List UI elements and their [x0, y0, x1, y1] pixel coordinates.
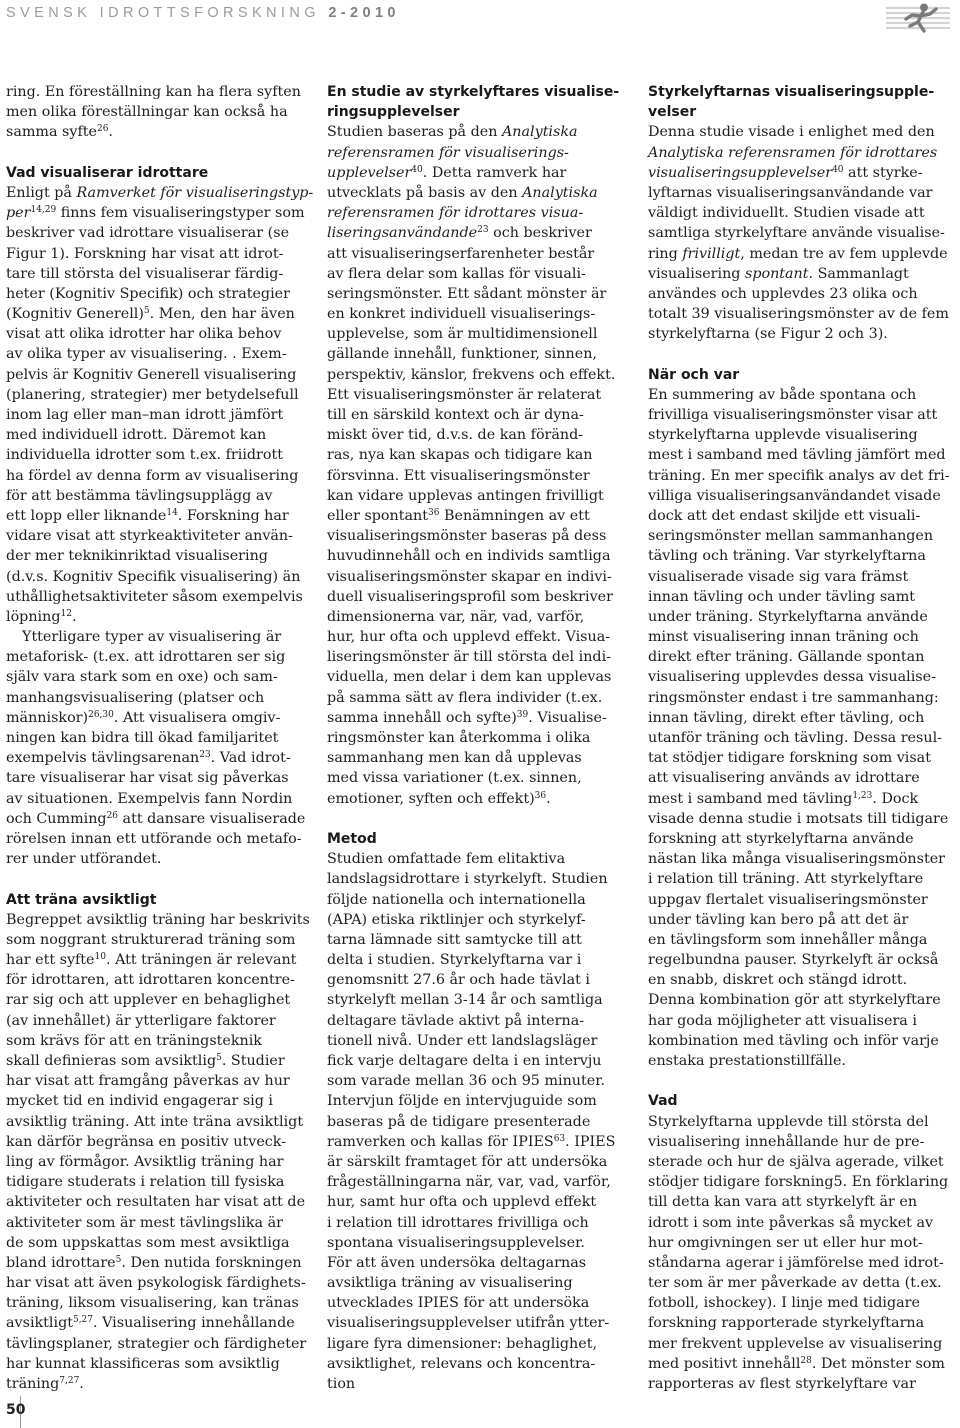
- text-line: avsiktliga träning av visualisering: [327, 1275, 573, 1292]
- text-line: ras, nya kan skapas och tidigare kan: [327, 447, 593, 464]
- text-line: ringsmönster endast i tre sammanhang:: [648, 689, 939, 706]
- text-line: visualisering upplevdes dessa visualise-: [648, 669, 936, 686]
- text-line: innan tävling, direkt efter tävling, och: [648, 709, 925, 726]
- text-line: seringsmönster mellan sammanhangen: [648, 528, 934, 545]
- text-line: träning. En mer specifik analys av det fri-: [648, 467, 950, 484]
- text-line: frivilliga visualiseringsmönster visar att: [648, 407, 938, 423]
- text-line: en tävlingsform som innehåller många: [648, 931, 928, 948]
- text-line: sammanhang men kan då upplevas: [327, 750, 582, 767]
- text-line: för att bestämma tävlingsupplägg av: [6, 487, 273, 504]
- text-line: aktiviteter som är mest tävlingslika är: [6, 1214, 283, 1231]
- text-column-3: [648, 82, 950, 1394]
- text-line: rapporteras av flest styrkelyftare var: [648, 1376, 916, 1392]
- text-line: visualiseringsupplevelser utifrån ytter-: [327, 1315, 610, 1332]
- text-line: fotboll, ishockey). I linje med tidigare: [648, 1295, 920, 1312]
- text-line: rer under utförandet.: [6, 851, 162, 868]
- text-line: referensramen för visualiserings-: [327, 144, 569, 161]
- text-line: enstaka prestationstillfälle.: [648, 1053, 846, 1069]
- text-line: viduella, men delar i dem kan upplevas: [327, 669, 612, 686]
- text-line: löpning$^{12}$.: [6, 608, 77, 625]
- text-line: avsiktlig träning. Att inte träna avsiktligt: [6, 1113, 304, 1130]
- text-line: rar sig och att upplever en behaglighet: [6, 992, 291, 1009]
- text-line: utvecklades IPIES för att undersöka: [327, 1295, 590, 1312]
- text-line: har goda möjligheter att visualisera i: [648, 1012, 917, 1029]
- text-line: (Kognitiv Generell)$^5$. Men, den har även: [6, 306, 295, 323]
- text-line: (d.v.s. Kognitiv Specifik visualisering) än: [6, 568, 301, 585]
- text-line: avsiktlighet, relevans och koncentra-: [327, 1355, 596, 1372]
- text-line: men olika föreställningar kan också ha: [6, 104, 288, 121]
- text-line: träning, liksom visualisering, kan tränas: [6, 1295, 299, 1312]
- text-line: forskning att styrkelyftarna använde: [648, 830, 914, 847]
- text-line: av situationen. Exempelvis fann Nordin: [6, 790, 293, 807]
- text-line: sterade och hur de själva agerade, vilket: [648, 1153, 944, 1170]
- text-line: Denna studie visade i enlighet med den: [648, 124, 935, 141]
- text-line: dock att det endast skiljde ett visuali-: [648, 507, 921, 524]
- section-heading: En studie av styrkelyftares visualise-: [327, 84, 620, 100]
- text-line: regelbundna pauser. Styrkelyft är också: [648, 952, 939, 969]
- text-line: forskning rapporterade styrkelyftarna: [648, 1315, 925, 1332]
- text-line: mest i samband med tävling jämfört med: [648, 447, 946, 464]
- text-line: hur, hur ofta och upplevd effekt. Visua-: [327, 629, 611, 646]
- text-line: vidare visat att styrkeaktiviteter använ-: [6, 528, 293, 545]
- text-line: innan tävling och under tävling samt: [648, 588, 915, 605]
- text-line: delta i studien. Styrkelyftarna var i: [327, 952, 582, 969]
- paragraph-gap: [327, 809, 619, 829]
- text-line: visualiseringsmönster baseras på dess: [327, 528, 607, 545]
- text-line: ramverken och kallas för IPIES$^{63}$. IPIES: [327, 1133, 616, 1150]
- text-line: (planering, strategier) mer betydelsefull: [6, 386, 299, 403]
- paragraph-gap: [6, 143, 298, 163]
- journal-title: [6, 5, 400, 21]
- journal-name: SVENSK IDROTTSFORSKNING: [6, 5, 320, 21]
- text-line: referensramen för idrottares visua-: [327, 205, 584, 222]
- text-line: gällande innehåll, funktioner, sinnen,: [327, 346, 597, 363]
- text-line: spontana visualiseringsupplevelser.: [327, 1234, 585, 1251]
- text-line: själv vara stark som en oxe) och sam-: [6, 669, 278, 686]
- text-line: har ett syfte$^{10}$. Att träningen är relevant: [6, 952, 297, 969]
- text-line: visualiseringsmönster skapar en indivi-: [327, 568, 612, 585]
- text-line: minst visualisering innan träning och: [648, 629, 919, 646]
- text-line: och Cumming$^{26}$ att dansare visualiserade: [6, 810, 306, 827]
- text-line: av olika typer av visualisering. . Exem-: [6, 346, 287, 363]
- text-line: samma syfte$^{26}$.: [6, 124, 113, 141]
- text-line: träning$^{7,27}$.: [6, 1376, 84, 1392]
- text-line: under tävling kan bero på att det är: [648, 911, 909, 928]
- section-heading: Att träna avsiktligt: [6, 891, 157, 908]
- text-line: ter som är mer påverkade av detta (t.ex.: [648, 1275, 942, 1292]
- section-heading: ringsupplevelser: [327, 104, 460, 121]
- text-line: med vissa variationer (t.ex. sinnen,: [327, 770, 582, 787]
- text-line: liseringsmönster är till största del indi-: [327, 649, 611, 666]
- text-line: bland idrottare$^5$. Den nutida forskningen: [6, 1254, 302, 1271]
- text-line: der mer teknikinriktad visualisering: [6, 548, 268, 565]
- text-line: är särskilt framtaget för att undersöka: [327, 1153, 608, 1170]
- text-line: Ytterligare typer av visualisering är: [22, 629, 282, 646]
- text-line: styrkelyftarna upplevde visualisering: [648, 427, 918, 444]
- text-line: tidigare studerats i relation till fysiska: [6, 1174, 285, 1191]
- text-line: tare till största del visualiserar färdig-: [6, 265, 284, 282]
- text-line: avsiktligt$^{5,27}$. Visualisering innehållande: [6, 1315, 295, 1332]
- text-line: visualisering spontant. Sammanlagt: [648, 265, 909, 282]
- text-line: tion: [327, 1376, 356, 1392]
- text-line: av flera delar som kallas för visuali-: [327, 265, 586, 282]
- text-line: liseringsanvändande$^{23}$ och beskriver: [327, 225, 592, 242]
- section-heading: Metod: [327, 830, 377, 847]
- text-line: hur omgivningen ser ut eller hur mot-: [648, 1234, 923, 1251]
- text-line: tare visualiserar har visat sig påverkas: [6, 770, 289, 787]
- text-line: baseras på de tidigare presenterade: [327, 1113, 591, 1130]
- text-line: kan vidare upplevas antingen frivilligt: [327, 487, 604, 504]
- text-line: samtliga styrkelyftare använde visualise-: [648, 225, 945, 242]
- text-line: visade denna studie i motsats till tidigare: [648, 810, 949, 827]
- text-line: (av innehållet) är ytterligare faktorer: [6, 1012, 276, 1029]
- paragraph-gap: [648, 344, 940, 364]
- text-line: ring. En föreställning kan ha flera syften: [6, 84, 301, 100]
- text-line: till detta kan vara att styrkelyft är en: [648, 1194, 918, 1211]
- text-line: visualisering innehållande hur de pre-: [648, 1133, 925, 1150]
- text-line: människor)$^{26,30}$. Att visualisera omgiv-: [6, 709, 281, 726]
- text-line: rörelsen innan ett utförande och metafo-: [6, 830, 302, 847]
- text-line: dimensionerna var, när, vad, varför,: [327, 608, 585, 625]
- text-line: ningen kan bidra till ökad familjaritet: [6, 730, 279, 746]
- text-line: visualiseringsupplevelser$^{40}$ att styrke-: [648, 164, 923, 181]
- text-line: att visualiseringserfarenheter består: [327, 245, 595, 262]
- running-header: [0, 0, 960, 36]
- text-line: metaforisk- (t.ex. att idrottaren ser sig: [6, 649, 286, 666]
- text-line: försvinna. Ett visualiseringsmönster: [327, 467, 590, 484]
- text-line: som krävs för att en träningsteknik: [6, 1032, 262, 1049]
- text-line: till en särskild kontext och är dyna-: [327, 407, 584, 423]
- text-line: exempelvis tävlingsarenan$^{23}$. Vad idrot-: [6, 750, 291, 767]
- text-line: upplevelse, som är multidimensionell: [327, 326, 598, 343]
- text-line: ring frivilligt, medan tre av fem upplevde: [648, 245, 948, 262]
- paragraph-gap: [648, 1071, 940, 1091]
- issue-number: 2-2010: [328, 5, 400, 21]
- text-line: samma innehåll och syfte)$^{39}$. Visualise-: [327, 709, 607, 726]
- section-heading: När och var: [648, 366, 740, 383]
- text-line: Figur 1). Forskning har visat att idrot-: [6, 245, 284, 262]
- section-heading: Vad visualiserar idrottare: [6, 164, 209, 181]
- text-line: ligare fyra dimensioner: behaglighet,: [327, 1335, 598, 1352]
- text-line: Denna kombination gör att styrkelyftare: [648, 992, 941, 1009]
- text-line: väldigt individuellt. Studien visade att: [648, 205, 925, 222]
- text-line: styrkelyft mellan 3-14 år och samtliga: [327, 992, 603, 1009]
- athlete-logo-icon: [880, 2, 956, 36]
- text-line: manhangsvisualisering (platser och: [6, 689, 265, 706]
- text-line: skall definieras som avsiktlig$^5$. Studier: [6, 1053, 285, 1069]
- text-line: upplevelser$^{40}$. Detta ramverk har: [327, 164, 567, 181]
- section-heading: Styrkelyftarnas visualiseringsupple-: [648, 84, 935, 100]
- text-line: Studien omfattade fem elitaktiva: [327, 851, 566, 868]
- text-line: en snabb, diskret och stängd idrott.: [648, 972, 908, 989]
- text-line: direkt efter träning. Gällande spontan: [648, 649, 925, 666]
- text-line: styrkelyftarna (se Figur 2 och 3).: [648, 326, 888, 343]
- text-line: med individuell idrott. Däremot kan: [6, 427, 267, 444]
- text-line: i relation till träning. Att styrkelyftare: [648, 871, 924, 888]
- text-line: eller spontant$^{36}$ Benämningen av ett: [327, 507, 590, 524]
- text-line: seringsmönster. Ett sådant mönster är: [327, 285, 607, 302]
- text-line: under träning. Styrkelyftarna använde: [648, 608, 928, 625]
- text-line: för idrottaren, att idrottaren koncentre-: [6, 972, 295, 989]
- text-line: Styrkelyftarna upplevde till största del: [648, 1113, 929, 1130]
- text-line: mer frekvent upplevelse av visualisering: [648, 1335, 943, 1352]
- text-line: ett lopp eller liknande$^{14}$. Forskning har: [6, 507, 289, 524]
- text-line: har visat att även psykologisk färdighets-: [6, 1275, 306, 1292]
- text-line: individuella idrotter som t.ex. friidrott: [6, 447, 283, 464]
- text-line: en konkret individuell visualiserings-: [327, 306, 596, 323]
- text-line: mycket tid en individ engagerar sig i: [6, 1093, 274, 1110]
- text-line: utvecklats på basis av den Analytiska: [327, 184, 598, 201]
- text-line: kombination med tävling och inför varje: [648, 1032, 939, 1049]
- text-line: på samma sätt av flera individer (t.ex.: [327, 689, 603, 706]
- text-line: fick varje deltagare delta i en intervju: [327, 1053, 602, 1069]
- text-line: inom lag eller man–man idrott jämfört: [6, 407, 284, 423]
- text-line: frågeställningarna när, var, vad, varför,: [327, 1174, 611, 1191]
- text-line: visualiserade visade sig vara främst: [648, 568, 909, 585]
- text-line: som varade mellan 36 och 95 minuter.: [327, 1073, 606, 1090]
- text-line: Studien baseras på den Analytiska: [327, 124, 578, 141]
- text-line: tarna lämnade sitt samtycke till att: [327, 931, 582, 948]
- text-line: tävling och träning. Var styrkelyftarna: [648, 548, 926, 565]
- text-line: uthållighetsaktiviteter såsom exempelvis: [6, 588, 303, 605]
- text-column-2: [327, 82, 619, 1394]
- text-line: duell visualiseringsprofil som beskriver: [327, 588, 613, 605]
- text-line: tionell nivå. Under ett landslagsläger: [327, 1032, 598, 1049]
- text-line: Analytiska referensramen för idrottares: [648, 144, 938, 161]
- text-line: följde nationella och internationella: [327, 891, 586, 908]
- paragraph-gap: [6, 869, 298, 889]
- text-line: de som uppskattas som mest avsiktliga: [6, 1234, 290, 1251]
- text-line: ha fördel av denna form av visualisering: [6, 467, 299, 484]
- text-line: tat stödjer tidigare forskning som visat: [648, 750, 931, 767]
- text-line: emotioner, syften och effekt)$^{36}$.: [327, 790, 551, 807]
- text-line: En summering av både spontana och: [648, 386, 917, 403]
- text-line: huvudinnehåll och en individs samtliga: [327, 548, 611, 565]
- text-line: aktiviteter och resultaten har visat att de: [6, 1194, 306, 1211]
- text-line: ringsmönster kan återkomma i olika: [327, 730, 591, 746]
- text-line: kan därför begränsa en positiv utveck-: [6, 1133, 287, 1150]
- text-line: per$^{14,29}$ finns fem visualiseringstyper som: [6, 205, 305, 222]
- text-line: att visualisering används av idrottare: [648, 770, 920, 787]
- text-line: perspektiv, känslor, frekvens och effekt.: [327, 366, 616, 383]
- text-line: visat att olika idrotter har olika behov: [6, 326, 282, 343]
- text-line: (APA) etiska riktlinjer och styrkelyf-: [327, 911, 586, 928]
- text-line: ståndarna agerar i jämförelse med idrot-: [648, 1254, 944, 1271]
- text-line: uppgav flertalet visualiseringsmönster: [648, 891, 928, 908]
- text-line: beskriver vad idrottare visualiserar (se: [6, 225, 290, 242]
- text-line: pelvis är Kognitiv Generell visualisering: [6, 366, 297, 383]
- section-heading: Vad: [648, 1093, 678, 1110]
- text-line: villiga visualiseringsanvändandet visade: [648, 487, 941, 504]
- text-line: Intervjun följde en intervjuguide som: [327, 1093, 597, 1110]
- text-column-1: [6, 82, 314, 1394]
- text-line: har kunnat klassificeras som avsiktlig: [6, 1355, 280, 1372]
- text-line: användes och upplevdes 23 olika och: [648, 285, 918, 302]
- text-line: heter (Kognitiv Specifik) och strategier: [6, 285, 290, 302]
- text-line: nästan lika många visualiseringsmönster: [648, 851, 945, 868]
- text-line: miskt över tid, d.v.s. de kan föränd-: [327, 427, 584, 444]
- text-line: som noggrant strukturerad träning som: [6, 931, 296, 948]
- text-line: mest i samband med tävling$^{1,23}$. Dock: [648, 790, 919, 807]
- text-line: genomsnitt 27.6 år och hade tävlat i: [327, 972, 590, 989]
- text-line: med positivt innehåll$^{28}$. Det mönster som: [648, 1355, 945, 1372]
- text-line: För att även undersöka deltagarnas: [327, 1254, 587, 1271]
- section-heading: velser: [648, 104, 697, 121]
- text-line: landslagsidrottare i styrkelyft. Studien: [327, 871, 608, 888]
- text-line: hur, samt hur ofta och upplevd effekt: [327, 1194, 597, 1211]
- text-line: Begreppet avsiktlig träning har beskrivits: [6, 911, 310, 928]
- text-line: deltagare tävlade aktivt på interna-: [327, 1012, 585, 1029]
- text-line: ling av förmågor. Avsiktlig träning har: [6, 1153, 284, 1170]
- text-line: totalt 39 visualiseringsmönster av de fem: [648, 306, 949, 323]
- text-line: lyftarnas visualiseringsanvändande var: [648, 184, 933, 201]
- text-line: har visat att framgång påverkas av hur: [6, 1073, 290, 1090]
- text-line: i relation till idrottares frivilliga och: [327, 1214, 589, 1231]
- text-line: Ett visualiseringsmönster är relaterat: [327, 386, 602, 403]
- text-line: utanför träning och tävling. Dessa resul-: [648, 730, 942, 746]
- text-line: tävlingsplaner, strategier och färdigheter: [6, 1335, 307, 1352]
- text-line: Enligt på Ramverket för visualiseringstyp-: [6, 184, 314, 201]
- page-number: 50: [6, 1402, 26, 1418]
- text-line: idrott i som inte påverkas så mycket av: [648, 1214, 934, 1231]
- text-line: stödjer tidigare forskning5. En förklaring: [648, 1174, 949, 1191]
